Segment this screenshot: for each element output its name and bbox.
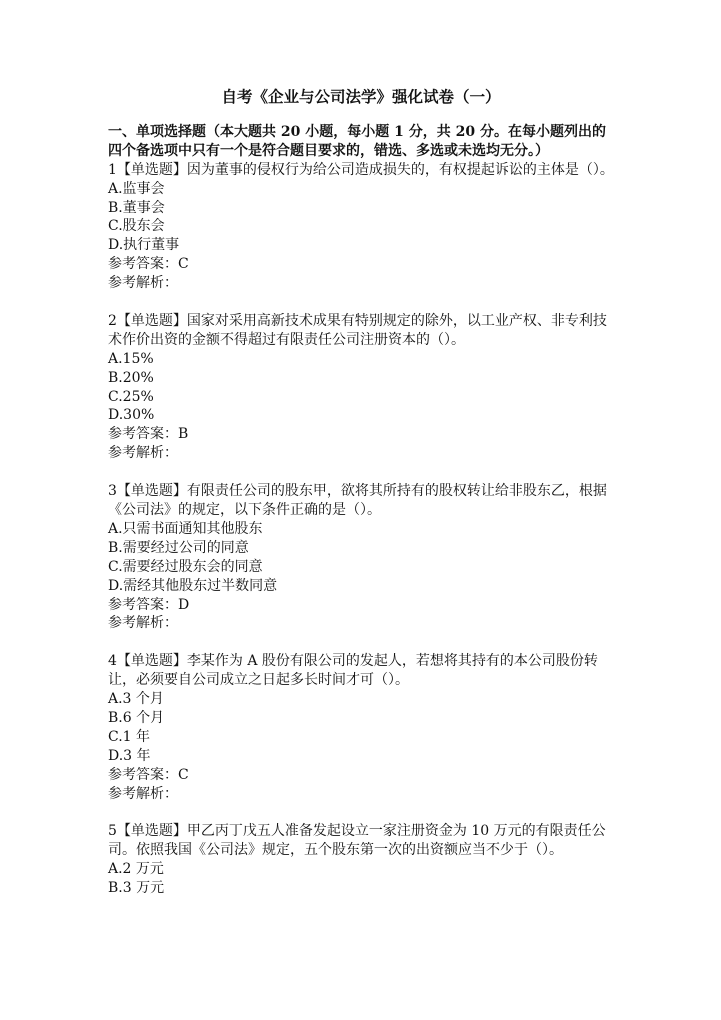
question-option: B.需要经过公司的同意 [108,539,249,556]
question-2 [108,312,614,463]
question-option: B.20% [108,369,154,386]
question-option: A.3 个月 [108,691,164,708]
question-stem: 3【单选题】有限责任公司的股东甲，欲将其所持有的股权转让给非股东乙，根据《公司法》的规定，以下条件正确的是（）。 [108,483,607,518]
question-option: A.只需书面通知其他股东 [108,520,263,537]
reference-answer: 参考答案：C [108,256,189,273]
question-4 [108,652,614,803]
reference-analysis: 参考解析： [108,275,178,292]
reference-analysis: 参考解析： [108,615,178,632]
question-option: C.25% [108,388,154,405]
question-option: D.3 年 [108,747,151,764]
question-option: C.股东会 [108,218,165,235]
reference-answer: 参考答案：C [108,766,189,783]
question-3 [108,482,614,633]
question-1 [108,161,614,293]
question-option: A.2 万元 [108,861,164,878]
reference-answer: 参考答案：B [108,426,189,443]
question-option: C.1 年 [108,728,151,745]
section-heading: 一、单项选择题（本大题共 20 小题，每小题 1 分，共 20 分。在每小题列出的四个备选项中只有一个是符合题目要求的，错选、多选或未选均无分。） [108,123,606,159]
question-option: A.监事会 [108,180,165,197]
question-option: B.董事会 [108,199,165,216]
question-5 [108,822,614,898]
question-list [108,161,614,898]
question-option: B.3 万元 [108,880,165,897]
reference-analysis: 参考解析： [108,445,178,462]
question-option: A.15% [108,350,154,367]
question-option: D.30% [108,407,155,424]
question-option: B.6 个月 [108,709,165,726]
question-option: D.执行董事 [108,237,180,254]
question-stem: 2【单选题】国家对采用高新技术成果有特别规定的除外，以工业产权、非专利技术作价出资的金额不得超过有限责任公司注册资本的（）。 [108,312,607,348]
document-title: 自考《企业与公司法学》强化试卷（一） [221,87,501,106]
question-option: C.需要经过股东会的同意 [108,558,263,575]
reference-analysis: 参考解析： [108,785,178,802]
question-stem: 5【单选题】甲乙丙丁戊五人准备发起设立一家注册资金为 10 万元的有限责任公司。依照我国《公司法》规定，五个股东第一次的出资额应当不少于（）。 [108,823,606,859]
question-option: D.需经其他股东过半数同意 [108,577,278,594]
question-stem: 1【单选题】因为董事的侵权行为给公司造成损失的，有权提起诉讼的主体是（）。 [108,161,614,178]
document-page [108,88,614,917]
question-stem: 4【单选题】李某作为 A 股份有限公司的发起人，若想将其持有的本公司股份转让，必须要自公司成立之日起多长时间才可（）。 [108,653,598,689]
reference-answer: 参考答案：D [108,596,190,613]
